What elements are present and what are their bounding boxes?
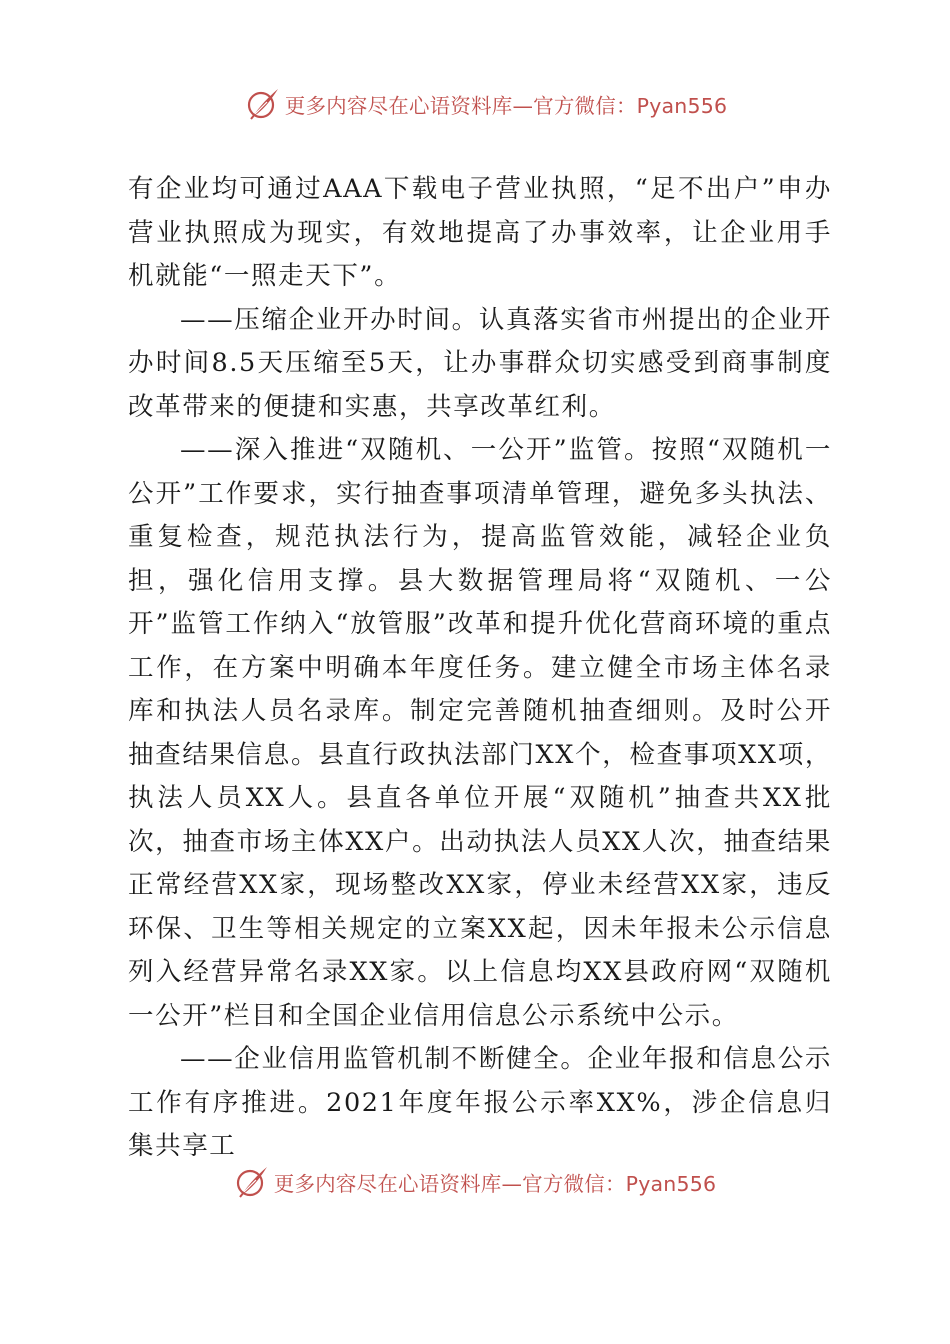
document-body (128, 168, 832, 1169)
paragraph-startup-time: ——压缩企业开办时间。认真落实省市州提出的企业开办时间8.5天压缩至5天，让办事群众切实感受到商事制度改革带来的便捷和实惠，共享改革红利。 (128, 304, 832, 422)
footer-banner-wechat-id: Pyan556 (625, 1172, 717, 1196)
paragraph-double-random: ——深入推进“双随机、一公开”监管。按照“双随机一公开”工作要求，实行抽查事项清单管理，避免多头执法、重复检查，规范执法行为，提高监管效能，减轻企业负担，强化信用支撑。县大数据管理局将“双随机、一公开”监管工作纳入“放管服”改革和提升优化营商环境的重点工作，在方案中明确本年度任务。建立健全市场主体名录库和执法人员名录库。制定完善随机抽查细则。及时公开抽查结果信息。县直行政执法部门XX个，检查事项XX项，执法人员XX人。县直各单位开展“双随机”抽查共XX批次，抽查市场主体XX户。出动执法人员XX人次，抽查结果正常经营XX家，现场整改XX家，停业未经营XX家，违反环保、卫生等相关规定的立案XX起，因未年报未公示信息列入经营异常名录XX家。以上信息均XX县政府网“双随机一公开”栏目和全国企业信用信息公示系统中公示。 (128, 435, 833, 1031)
header-banner-title: 更多内容尽在心语资料库 (284, 94, 513, 118)
header-banner-dash: — (512, 94, 534, 118)
footer-banner-wechat-label: 官方微信： (522, 1172, 626, 1196)
quill-logo-icon (245, 86, 281, 122)
footer-banner (0, 1162, 950, 1202)
header-banner-wechat-label: 官方微信： (533, 94, 637, 118)
paragraph-continuation: 有企业均可通过AAA下载电子营业执照，“足不出户”申办营业执照成为现实，有效地提高了办事效率，让企业用手机就能“一照走天下”。 (128, 174, 832, 291)
footer-banner-text (274, 1167, 716, 1197)
footer-banner-title: 更多内容尽在心语资料库 (273, 1172, 502, 1196)
footer-banner-dash: — (501, 1172, 523, 1196)
header-banner (0, 84, 950, 124)
paragraph-credit-supervision: ——企业信用监管机制不断健全。企业年报和信息公示工作有序推进。2021年度年报公示率XX%，涉企信息归集共享工 (128, 1044, 832, 1161)
header-banner-wechat-id: Pyan556 (636, 94, 728, 118)
quill-logo-icon (234, 1164, 270, 1200)
header-banner-text (285, 89, 727, 119)
